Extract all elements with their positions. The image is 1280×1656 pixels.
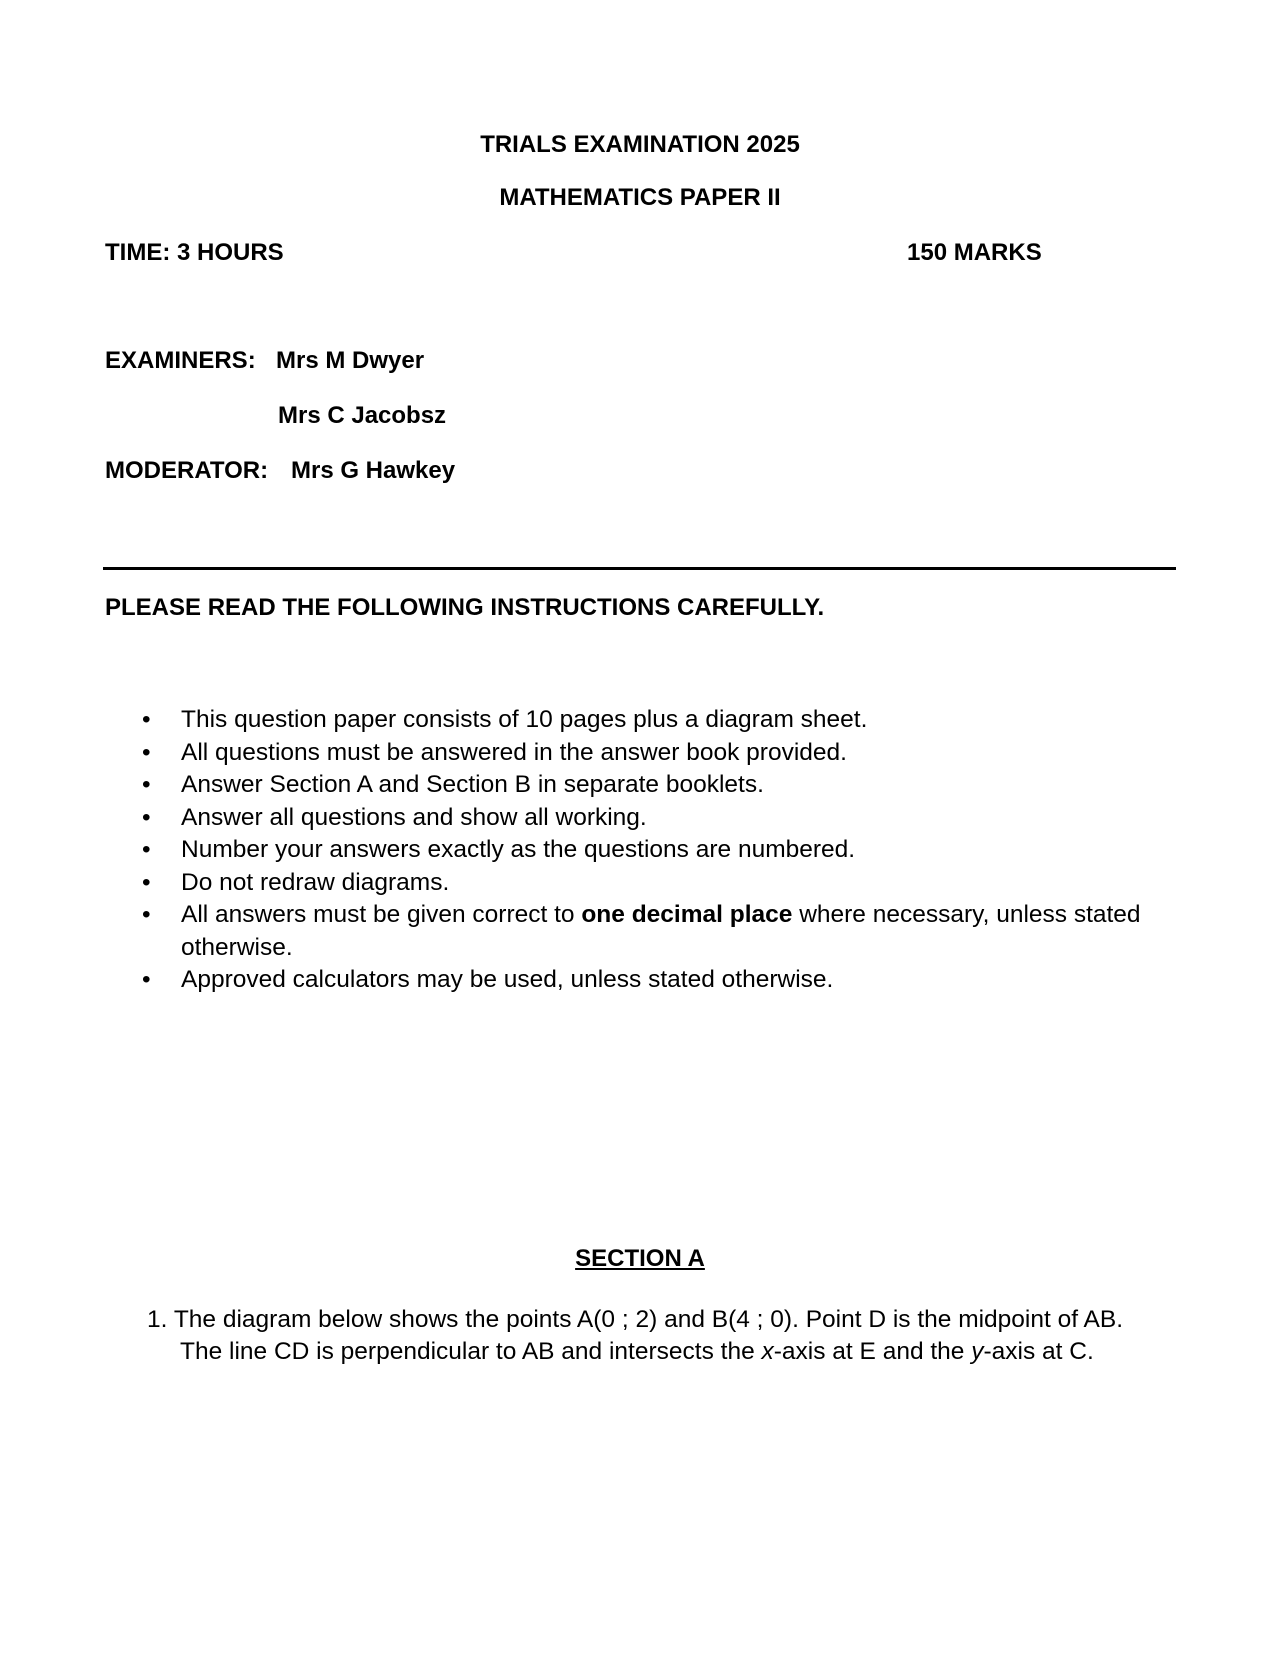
- total-marks: 150 MARKS: [907, 239, 1042, 266]
- x-variable: x: [761, 1338, 774, 1365]
- examiner-name-2: Mrs C Jacobsz: [278, 402, 447, 429]
- moderator-name: Mrs G Hawkey: [291, 457, 456, 484]
- examiner-name-1: Mrs M Dwyer: [276, 347, 425, 374]
- exam-duration: TIME: 3 HOURS: [105, 239, 284, 266]
- instruction-item: • Answer Section A and Section B in separate booklets.: [140, 769, 1180, 802]
- exam-title: TRIALS EXAMINATION 2025: [480, 131, 800, 158]
- instruction-item: • All questions must be answered in the answer book provided.: [140, 737, 1180, 770]
- instruction-item: • This question paper consists of 10 pages plus a diagram sheet.: [140, 704, 1180, 737]
- paper-title: MATHEMATICS PAPER II: [499, 184, 781, 211]
- instruction-item: • Answer all questions and show all working.: [140, 802, 1180, 835]
- examiners-label: EXAMINERS:: [105, 347, 256, 374]
- question-1-line-1: 1. The diagram below shows the points A(0 ; 2) and B(4 ; 0). Point D is the midpoint of AB.: [147, 1306, 1123, 1333]
- instructions-heading: PLEASE READ THE FOLLOWING INSTRUCTIONS CAREFULLY.: [105, 594, 825, 621]
- y-variable: y: [971, 1338, 984, 1365]
- decimal-emphasis: one decimal place: [581, 901, 793, 928]
- instruction-item: • Do not redraw diagrams.: [140, 867, 1180, 900]
- question-number: 1.: [147, 1306, 168, 1333]
- instruction-item: • Approved calculators may be used, unless stated otherwise.: [140, 964, 1180, 997]
- instructions-list: [140, 704, 1180, 997]
- divider-rule: [103, 567, 1176, 570]
- moderator-label: MODERATOR:: [105, 457, 269, 484]
- section-a-title: SECTION A: [575, 1245, 705, 1272]
- instruction-item-decimal: • All answers must be given correct to one decimal place where necessary, unless stated otherwise.: [140, 899, 1180, 964]
- instruction-item: • Number your answers exactly as the questions are numbered.: [140, 834, 1180, 867]
- question-1-line-2: The line CD is perpendicular to AB and intersects the x-axis at E and the y-axis at C.: [180, 1338, 1094, 1365]
